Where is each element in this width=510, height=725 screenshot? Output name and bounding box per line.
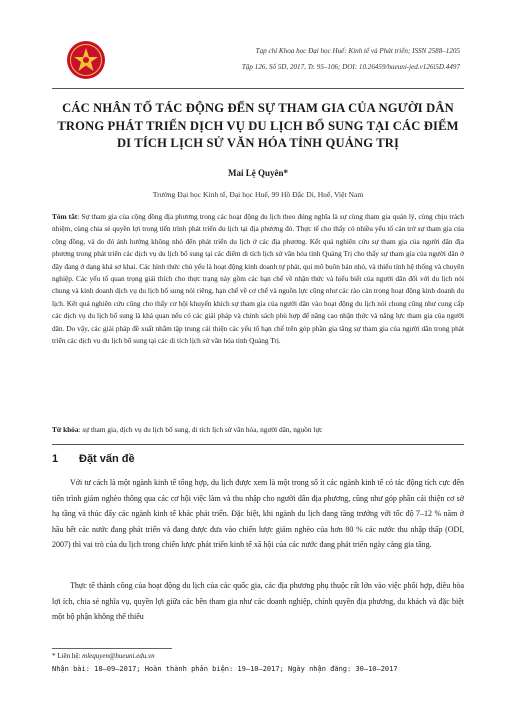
footnote-label: * Liên hệ: <box>52 652 83 660</box>
journal-info <box>242 43 460 75</box>
abstract <box>52 211 464 347</box>
author-name: Mai Lệ Quyên* <box>228 168 288 178</box>
journal-line-1: Tạp chí Khoa học Đại học Huế: Kinh tế và Phát triển; ISSN 2588–1205 <box>255 47 460 55</box>
keywords-text: : sự tham gia, dịch vụ du lịch bổ sung, di tích lịch sử văn hóa, người dân, nguồn lực <box>78 425 323 434</box>
section-divider <box>52 444 464 445</box>
paper-title: CÁC NHÂN TỐ TÁC ĐỘNG ĐẾN SỰ THAM GIA CỦA NGƯỜI DÂN TRONG PHÁT TRIỂN DỊCH VỤ DU LỊCH BỔ SUNG TẠI CÁC ĐIỂM DI TÍCH LỊCH SỬ VĂN HÓA TỈNH QUẢNG TRỊ <box>57 101 459 150</box>
submission-dates: Nhận bài: 18–09–2017; Hoàn thành phản biện: 19–10–2017; Ngày nhận đăng: 30–10–2017 <box>52 665 398 673</box>
abstract-text: : Sự tham gia của cộng đồng địa phương trong các hoạt động du lịch theo đúng nghĩa là sự cùng tham gia quản lý, cùng chịu trách nhiệm, cùng chia sẻ quyền lợi trong tiến trình phát triển du lịch tại địa phương đó. Thực tế cho thấy có nhiều yếu tố cản trở sự tham gia của cộng đồng, và do đó ảnh hưởng không nhỏ đến phát triển du lịch ở các địa phương. Kết quả nghiên cứu sự tham gia của người dân địa phương trong phát triển các dịch vụ du lịch bổ sung tại các điểm di tích lịch sử văn hóa tỉnh Quảng Trị cho thấy sự tham gia của người dân ở đây đang ở dạng khá sơ khai. Các hình thức chủ yếu là hoạt động kinh doanh tự phát, qui mô buôn bán nhỏ, và thiếu tính hệ thống và chuyên nghiệp. Các yếu tố quan trọng giải thích cho thực trạng này gồm các hạn chế về nhận thức và hiểu biết của người dân đối với du lịch nói chung và kinh doanh dịch vụ du lịch bổ sung nói riêng, hạn chế về cơ chế và nguồn lực cũng như các rào cản trong hoạt động kinh doanh du lịch. Kết quả nghiên cứu cũng cho thấy cơ hội khuyến khích sự tham gia của người dân vào hoạt động du lịch nói chung cũng như cung cấp các dịch vụ du lịch bổ sung là khá quan nếu có các giải pháp và chính sách phù hợp để nâng cao nhận thức và năng lực tham gia của người dân. Do vậy, các giải pháp đề xuất nhằm tập trung cải thiện các yếu tố hạn chế trên góp phần gia tăng sự tham gia của người dân trong phát triển các dịch vụ du lịch bổ sung tại các di tích lịch sử văn hóa tỉnh Quảng Trị. <box>52 212 464 346</box>
university-logo-icon <box>66 40 106 80</box>
keywords-label: Từ khóa <box>52 425 79 434</box>
header-divider <box>52 88 464 89</box>
section-heading <box>52 453 135 465</box>
journal-line-2: Tập 126, Số 5D, 2017, Tr. 95–106; DOI: 10.26459/hueuni-jed.v126i5D.4497 <box>241 63 460 71</box>
contact-email-link[interactable]: mlequyen@hueuni.edu.vn <box>82 652 155 660</box>
keywords <box>52 424 464 436</box>
footnote-divider <box>52 648 172 649</box>
footnote <box>52 651 155 662</box>
body-paragraph-1: Với tư cách là một ngành kinh tế tổng hợp, du lịch được xem là một trong số ít các ngành kinh tế có tác động tích cực đến tiến trình giảm nghèo thông qua các cơ hội việc làm và thu nhập cho người dân địa phương, cũng như góp phần cải thiện cơ sở hạ tầng và thúc đẩy các ngành kinh tế khác phát triển. Đặc biệt, khi ngành du lịch đang tăng trưởng với tốc độ 7–12 % năm ở hầu hết các nước đang phát triển và đang được đưa vào chiến lược giảm nghèo của hơn 80 % các nước thu nhập thấp (ODI, 2007) thì vai trò của du lịch trong chiến lược phát triển kinh tế xã hội của các nước đang phát triển ngày càng gia tăng. <box>52 478 464 550</box>
section-number: 1 <box>52 453 59 465</box>
section-title: Đặt vấn đề <box>79 453 135 465</box>
author-affiliation: Trường Đại học Kinh tế, Đại học Huế, 99 Hồ Đắc Di, Huế, Việt Nam <box>152 190 364 199</box>
abstract-label: Tóm tắt <box>52 212 78 221</box>
body-paragraph-2: Thực tế thành công của hoạt động du lịch của các quốc gia, các địa phương phụ thuộc rất lớn vào việc phối hợp, điều hòa lợi ích, chia sẻ nghĩa vụ, quyền lợi giữa các bên tham gia như các doanh nghiệp, chính quyền địa phương, du khách và đặc biệt một bộ phận không thể thiếu <box>52 581 464 622</box>
